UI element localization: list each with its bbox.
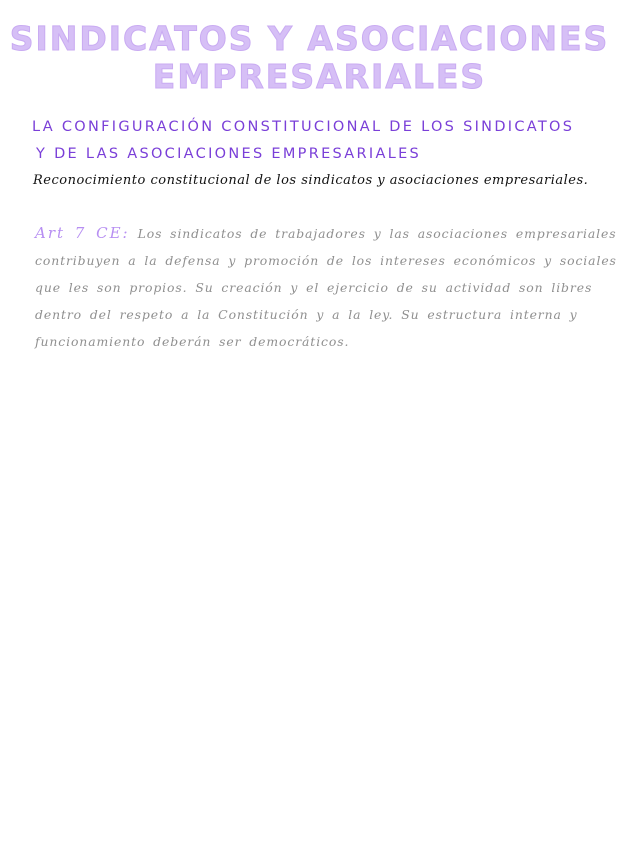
article-line-1-text: Los sindicatos de trabajadores y las asociaciones empresariales	[137, 226, 617, 241]
article-line-5: funcionamiento deberán ser democráticos.	[35, 334, 350, 349]
page-title-line-2: EMPRESARIALES	[152, 57, 487, 96]
page-title-line-1: SINDICATOS Y ASOCIACIONES	[9, 19, 610, 58]
article-reference: Art 7 CE:	[35, 224, 130, 242]
section-heading-line-2: Y DE LAS ASOCIACIONES EMPRESARIALES	[36, 146, 422, 162]
article-line-1	[35, 220, 617, 247]
article-line-2: contribuyen a la defensa y promoción de los intereses económicos y sociales	[35, 253, 617, 268]
intro-text: Reconocimiento constitucional de los sindicatos y asociaciones empresariales.	[33, 173, 589, 188]
article-quote	[35, 220, 617, 355]
article-line-4: dentro del respeto a la Constitución y a la ley. Su estructura interna y	[35, 307, 578, 322]
section-heading-line-1: LA CONFIGURACIÓN CONSTITUCIONAL DE LOS SINDICATOS	[32, 119, 575, 135]
article-line-3: que les son propios. Su creación y el ejercicio de su actividad son libres	[35, 280, 593, 295]
